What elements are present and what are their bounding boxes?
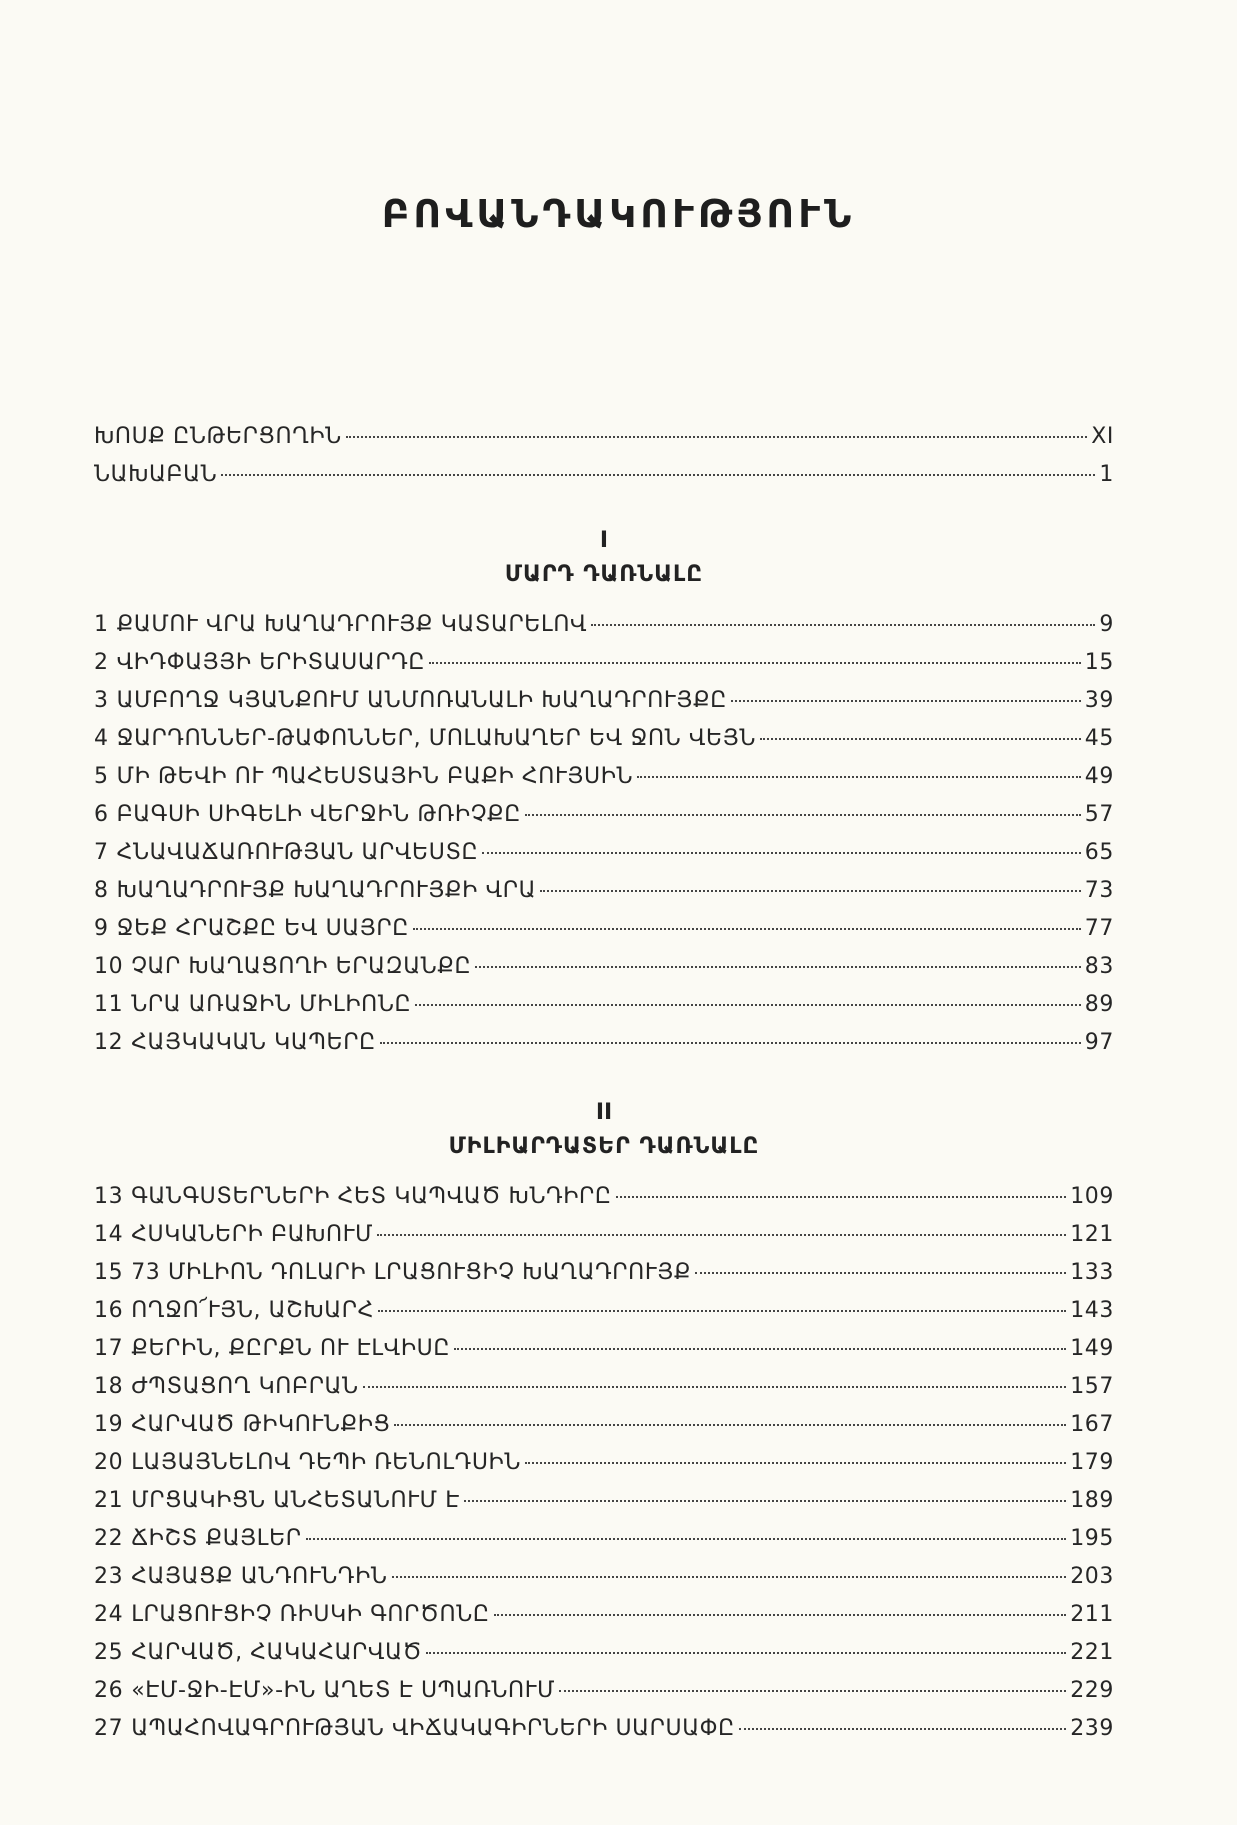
chapter-page: 49: [1084, 764, 1114, 789]
chapter-number: 25: [94, 1640, 124, 1665]
chapter-number: 3: [94, 688, 109, 713]
chapter-list-part-1: [94, 612, 1114, 1068]
dot-leader: [306, 1538, 1067, 1540]
dot-leader: [221, 474, 1095, 476]
chapter-page: 133: [1070, 1260, 1114, 1285]
chapter-page: 57: [1084, 802, 1114, 827]
dot-leader: [394, 1424, 1066, 1426]
chapter-title: ՀԱՅԿԱԿԱՆ ԿԱՊԵՐԸ: [131, 1030, 376, 1055]
chapter-title: ԲԱԳՍԻ ՍԻԳԵԼԻ ՎԵՐՋԻՆ ԹՌԻՉՔԸ: [116, 802, 521, 827]
toc-entry[interactable]: [94, 764, 1114, 802]
dot-leader: [637, 776, 1081, 778]
part-header: [94, 528, 1114, 587]
toc-entry[interactable]: [94, 688, 1114, 726]
toc-entry-page: XI: [1091, 424, 1114, 449]
dot-leader: [482, 852, 1081, 854]
toc-entry[interactable]: [94, 1488, 1114, 1526]
chapter-number: 21: [94, 1488, 124, 1513]
chapter-title: ՄԻ ԹԵՎԻ ՈՒ ՊԱՀԵՍՏԱՅԻՆ ԲԱՔԻ ՀՈՒՅՍԻՆ: [116, 764, 634, 789]
dot-leader: [540, 890, 1081, 892]
chapter-title: ՃԻՇՏ ՔԱՅԼԵՐ: [131, 1526, 302, 1551]
dot-leader: [380, 1042, 1081, 1044]
chapter-page: 179: [1070, 1450, 1114, 1475]
chapter-page: 195: [1070, 1526, 1114, 1551]
dot-leader: [760, 738, 1081, 740]
chapter-title: ՀԱՐՎԱԾ ԹԻԿՈՒՆՔԻՑ: [131, 1412, 391, 1437]
toc-entry[interactable]: [94, 802, 1114, 840]
chapter-page: 45: [1084, 726, 1114, 751]
chapter-title: «ԷՄ-ՋԻ-ԷՄ»-ԻՆ ԱՂԵՏ Է ՍՊԱՌՆՈՒՄ: [131, 1678, 556, 1703]
part-number: I: [599, 528, 609, 553]
toc-entry-label: ՆԱԽԱԲԱՆ: [94, 462, 218, 487]
chapter-number: 26: [94, 1678, 124, 1703]
chapter-number: 20: [94, 1450, 124, 1475]
chapter-page: 167: [1070, 1412, 1114, 1437]
chapter-title: ԱՄԲՈՂՋ ԿՅԱՆՔՈՒՄ ԱՆՄՈՌԱՆԱԼԻ ԽԱՂԱԴՐՈՒՅՔԸ: [116, 688, 727, 713]
toc-entry[interactable]: [94, 1184, 1114, 1222]
chapter-number: 9: [94, 916, 109, 941]
chapter-number: 7: [94, 840, 109, 865]
toc-entry-foreword[interactable]: [94, 424, 1114, 462]
chapter-number: 6: [94, 802, 109, 827]
toc-entry[interactable]: [94, 1260, 1114, 1298]
chapter-number: 8: [94, 878, 109, 903]
chapter-title: 73 ՄԻԼԻՈՆ ԴՈԼԱՐԻ ԼՐԱՑՈՒՑԻՉ ԽԱՂԱԴՐՈՒՅՔ: [131, 1260, 692, 1285]
chapter-page: 239: [1070, 1716, 1114, 1741]
chapter-title: ԼՐԱՑՈՒՑԻՉ ՌԻՍԿԻ ԳՈՐԾՈՆԸ: [131, 1602, 490, 1627]
chapter-number: 13: [94, 1184, 124, 1209]
chapter-title: ԼԱՅԱՅՆԵԼՈՎ ԴԵՊԻ ՌԵՆՈԼԴՍԻՆ: [131, 1450, 521, 1475]
dot-leader: [475, 966, 1081, 968]
chapter-page: 83: [1084, 954, 1114, 979]
dot-leader: [494, 1614, 1067, 1616]
chapter-page: 77: [1084, 916, 1114, 941]
chapter-number: 19: [94, 1412, 124, 1437]
chapter-title: ՉԱՐ ԽԱՂԱՑՈՂԻ ԵՐԱԶԱՆՔԸ: [131, 954, 472, 979]
chapter-title: ԽԱՂԱԴՐՈՒՅՔ ԽԱՂԱԴՐՈՒՅՔԻ ՎՐԱ: [116, 878, 537, 903]
toc-entry[interactable]: [94, 1412, 1114, 1450]
part-title: ՄԻԼԻԱՐԴԱՏԵՐ ԴԱՌՆԱԼԸ: [448, 1134, 760, 1159]
chapter-number: 15: [94, 1260, 124, 1285]
toc-entry[interactable]: [94, 916, 1114, 954]
part-number: II: [595, 1100, 613, 1125]
chapter-title: ՔԵՐԻՆ, ՔԸՐՔՆ ՈՒ ԷԼՎԻՍԸ: [131, 1336, 451, 1361]
toc-entry[interactable]: [94, 1030, 1114, 1068]
chapter-page: 9: [1099, 612, 1114, 637]
chapter-title: ՀԱՅԱՑՔ ԱՆԴՈՒՆԴԻՆ: [131, 1564, 388, 1589]
chapter-page: 73: [1084, 878, 1114, 903]
toc-entry[interactable]: [94, 1222, 1114, 1260]
dot-leader: [739, 1728, 1066, 1730]
toc-entry[interactable]: [94, 840, 1114, 878]
chapter-title: ՀԱՐՎԱԾ, ՀԱԿԱՀԱՐՎԱԾ: [131, 1640, 423, 1665]
toc-entry[interactable]: [94, 726, 1114, 764]
chapter-number: 27: [94, 1716, 124, 1741]
dot-leader: [429, 662, 1081, 664]
chapter-title: ՋԵՔ ՀՐԱՇՔԸ ԵՎ ՍԱՅՐԸ: [116, 916, 409, 941]
chapter-number: 2: [94, 650, 109, 675]
toc-entry[interactable]: [94, 1602, 1114, 1640]
dot-leader: [695, 1272, 1066, 1274]
dot-leader: [525, 1462, 1066, 1464]
toc-entry[interactable]: [94, 612, 1114, 650]
page-title: ԲՈՎԱՆԴԱԿՈՒԹՅՈՒՆ: [381, 192, 856, 236]
toc-entry[interactable]: [94, 1336, 1114, 1374]
chapter-page: 157: [1070, 1374, 1114, 1399]
toc-entry[interactable]: [94, 650, 1114, 688]
dot-leader: [525, 814, 1081, 816]
chapter-title: ՋԱՐԴՈՆՆԵՐ-ԹԱՓՈՆՆԵՐ, ՄՈԼԱԽԱՂԵՐ ԵՎ ՋՈՆ ՎԵՅՆ: [116, 726, 757, 751]
dot-leader: [731, 700, 1081, 702]
front-matter-list: [94, 424, 1114, 500]
chapter-number: 10: [94, 954, 124, 979]
dot-leader: [363, 1386, 1067, 1388]
toc-entry[interactable]: [94, 1526, 1114, 1564]
chapter-page: 211: [1070, 1602, 1114, 1627]
chapter-page: 229: [1070, 1678, 1114, 1703]
chapter-number: 5: [94, 764, 109, 789]
chapter-title: ՀՆԱՎԱՃԱՌՈՒԹՅԱՆ ԱՐՎԵՍՏԸ: [116, 840, 479, 865]
chapter-number: 12: [94, 1030, 124, 1055]
toc-entry[interactable]: [94, 992, 1114, 1030]
chapter-list-part-2: [94, 1184, 1114, 1754]
chapter-title: ՀՍԿԱՆԵՐԻ ԲԱԽՈՒՄ: [131, 1222, 374, 1247]
chapter-title: ՔԱՄՈՒ ՎՐԱ ԽԱՂԱԴՐՈՒՅՔ ԿԱՏԱՐԵԼՈՎ: [116, 612, 588, 637]
chapter-page: 97: [1084, 1030, 1114, 1055]
chapter-page: 89: [1084, 992, 1114, 1017]
toc-entry[interactable]: [94, 878, 1114, 916]
chapter-title: ԳԱՆԳՍՏԵՐՆԵՐԻ ՀԵՏ ԿԱՊՎԱԾ ԽՆԴԻՐԸ: [131, 1184, 612, 1209]
chapter-page: 203: [1070, 1564, 1114, 1589]
toc-entry[interactable]: [94, 1374, 1114, 1412]
toc-entry[interactable]: [94, 954, 1114, 992]
chapter-number: 16: [94, 1298, 124, 1323]
chapter-number: 23: [94, 1564, 124, 1589]
chapter-number: 24: [94, 1602, 124, 1627]
dot-leader: [426, 1652, 1066, 1654]
chapter-number: 22: [94, 1526, 124, 1551]
dot-leader: [377, 1234, 1066, 1236]
chapter-page: 39: [1084, 688, 1114, 713]
dot-leader: [591, 624, 1095, 626]
dot-leader: [346, 436, 1087, 438]
chapter-number: 17: [94, 1336, 124, 1361]
dot-leader: [616, 1196, 1067, 1198]
dot-leader: [559, 1690, 1066, 1692]
toc-entry-label: ԽՈՍՔ ԸՆԹԵՐՑՈՂԻՆ: [94, 424, 342, 449]
chapter-number: 11: [94, 992, 124, 1017]
toc-entry[interactable]: [94, 1450, 1114, 1488]
chapter-title: ՎԻԴՓԱՅՅԻ ԵՐԻՏԱՍԱՐԴԸ: [116, 650, 426, 675]
dot-leader: [415, 1004, 1081, 1006]
dot-leader: [454, 1348, 1066, 1350]
toc-entry-page: 1: [1099, 462, 1114, 487]
chapter-page: 149: [1070, 1336, 1114, 1361]
toc-entry-preface[interactable]: [94, 462, 1114, 500]
chapter-title: ՆՐԱ ԱՌԱՋԻՆ ՄԻԼԻՈՆԸ: [131, 992, 412, 1017]
chapter-page: 121: [1070, 1222, 1114, 1247]
toc-entry[interactable]: [94, 1716, 1114, 1754]
chapter-number: 1: [94, 612, 109, 637]
dot-leader: [413, 928, 1081, 930]
chapter-title: ԺՊՏԱՑՈՂ ԿՈԲՐԱՆ: [131, 1374, 359, 1399]
toc-entry[interactable]: [94, 1640, 1114, 1678]
chapter-number: 4: [94, 726, 109, 751]
chapter-title: ԱՊԱՀՈՎԱԳՐՈՒԹՅԱՆ ՎԻՃԱԿԱԳԻՐՆԵՐԻ ՍԱՐՍԱՓԸ: [131, 1716, 735, 1741]
dot-leader: [378, 1310, 1066, 1312]
chapter-page: 189: [1070, 1488, 1114, 1513]
dot-leader: [392, 1576, 1067, 1578]
chapter-number: 18: [94, 1374, 124, 1399]
chapter-page: 221: [1070, 1640, 1114, 1665]
chapter-title: ՈՂՋՈ՜ՒՅՆ, ԱՇԽԱՐՀ: [131, 1298, 374, 1323]
chapter-page: 109: [1070, 1184, 1114, 1209]
chapter-number: 14: [94, 1222, 124, 1247]
chapter-page: 143: [1070, 1298, 1114, 1323]
chapter-title: ՄՐՑԱԿԻՑՆ ԱՆՀԵՏԱՆՈՒՄ Է: [131, 1488, 460, 1513]
toc-entry[interactable]: [94, 1564, 1114, 1602]
toc-entry[interactable]: [94, 1678, 1114, 1716]
part-title: ՄԱՐԴ ԴԱՌՆԱԼԸ: [504, 562, 704, 587]
part-header: [94, 1100, 1114, 1159]
dot-leader: [464, 1500, 1066, 1502]
chapter-page: 65: [1084, 840, 1114, 865]
toc-entry[interactable]: [94, 1298, 1114, 1336]
chapter-page: 15: [1084, 650, 1114, 675]
